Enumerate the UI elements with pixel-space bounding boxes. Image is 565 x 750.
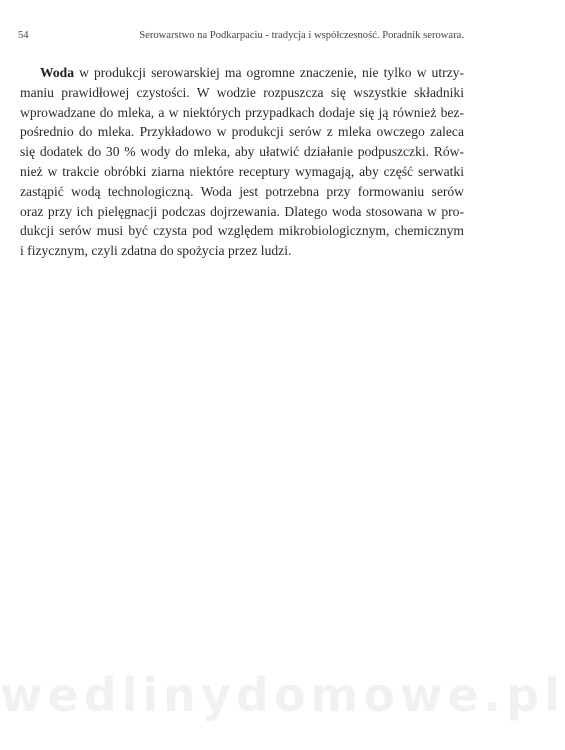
page-header — [18, 30, 464, 44]
lead-word: Woda — [40, 65, 74, 80]
paragraph-line: oraz przy ich pielęgnacji podczas dojrzewania. Dlatego woda stosowana w pro- — [20, 203, 464, 219]
paragraph-line: zastąpić wodą technologiczną. Woda jest potrzebna przy formowaniu serów — [20, 183, 464, 199]
paragraph-line: nież w trakcie obróbki ziarna niektóre receptury wymagają, aby część serwatki — [20, 163, 464, 179]
watermark: wedlinydomowe.pl — [0, 668, 565, 722]
paragraph-line: pośrednio do mleka. Przykładowo w produkcji serów z mleka owczego zaleca — [20, 124, 464, 140]
paragraph-line: wprowadzane do mleka, a w niektórych przypadkach dodaje się ją również bez- — [20, 104, 464, 120]
body-paragraph — [20, 63, 464, 261]
paragraph-line: dukcji serów musi być czysta pod względem mikrobiologicznym, chemicznym — [20, 223, 464, 239]
running-title: Serowarstwo na Podkarpaciu - tradycja i współczesność. Poradnik serowara. — [139, 30, 464, 41]
paragraph-line: maniu prawidłowej czystości. W wodzie rozpuszcza się wszystkie składniki — [20, 84, 464, 100]
paragraph-line: się dodatek do 30 % wody do mleka, aby ułatwić działanie podpuszczki. Rów- — [20, 144, 464, 160]
paragraph-line-text: w produkcji serowarskiej ma ogromne znaczenie, nie tylko w utrzy- — [74, 65, 464, 80]
paragraph-line: i fizycznym, czyli zdatna do spożycia przez ludzi. — [20, 243, 292, 259]
page-number: 54 — [18, 30, 29, 41]
paragraph-line — [20, 63, 464, 83]
